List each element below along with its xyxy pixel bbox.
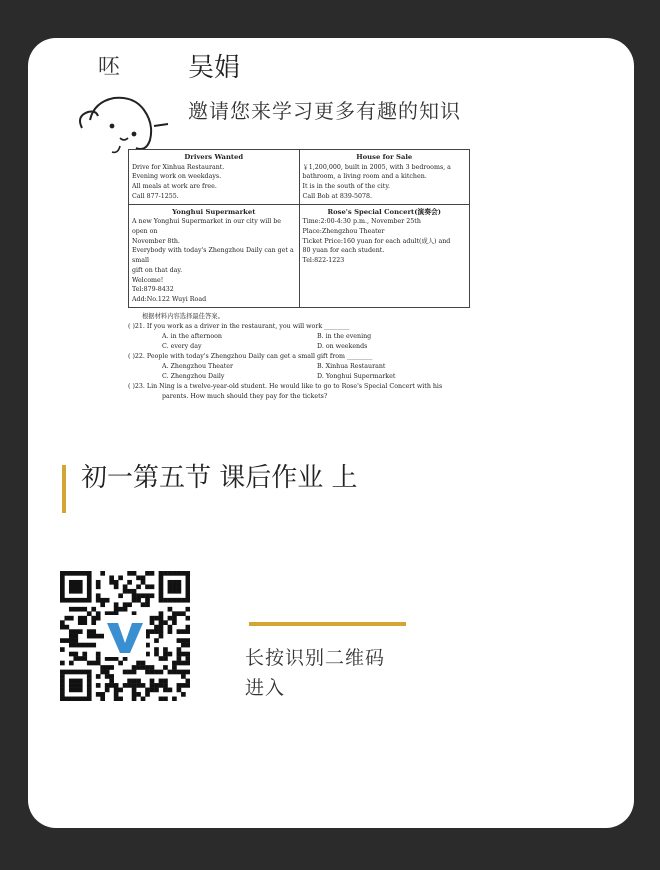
ads-table xyxy=(128,149,470,308)
ad-line: Place:Zhengzhou Theater xyxy=(302,227,385,235)
ad-line: It is in the south of the city. xyxy=(302,183,391,191)
hint-divider xyxy=(249,622,406,626)
avatar-caption: 呸 xyxy=(98,55,121,80)
invite-text: 邀请您来学习更多有趣的知识 xyxy=(188,99,461,123)
option: C. every day xyxy=(162,343,202,350)
ad-line: A new Yonghui Supermarket in our city will be open on xyxy=(132,218,282,235)
qr-hint-line-1: 长按识别二维码 xyxy=(245,647,386,669)
qr-hint xyxy=(245,643,385,703)
option: D. on weekends xyxy=(317,343,368,350)
ad-title: Yonghui Supermarket xyxy=(172,207,256,216)
ad-rose-concert xyxy=(299,204,470,307)
ad-line: Tel:879-8432 xyxy=(132,286,174,294)
question-22: ( )22. People with today's Zhengzhou Daily can get a small gift from ________ xyxy=(128,353,373,361)
lesson-title: 初一第五节 课后作业 上 xyxy=(81,463,358,493)
qr-code-icon[interactable] xyxy=(60,571,190,701)
question-23-cont: parents. How much should they pay for the tickets? xyxy=(162,393,328,401)
ad-line: All meals at work are free. xyxy=(132,183,217,191)
instruction: 根据材料内容选择最佳答案。 xyxy=(142,312,224,320)
option: A. in the afternoon xyxy=(162,332,222,340)
ad-line: 80 yuan for each student. xyxy=(302,247,385,255)
ad-line: Welcome! xyxy=(132,276,164,284)
ad-line: Call Bob at 839-5078. xyxy=(302,192,373,200)
ad-line: Everybody with today's Zhengzhou Daily can get a small xyxy=(132,247,294,265)
options-row xyxy=(128,362,478,372)
ad-line: Drive for Xinhua Restaurant. xyxy=(132,163,225,171)
option: C. Zhengzhou Daily xyxy=(162,373,225,381)
ad-line: Call 877-1255. xyxy=(132,192,179,200)
ad-house-for-sale xyxy=(299,150,470,205)
option: A. Zhengzhou Theater xyxy=(162,363,234,371)
option: D. Yonghui Supermarket xyxy=(317,373,396,381)
option: B. Xinhua Restaurant xyxy=(317,363,386,371)
question-21: ( )21. If you work as a driver in the restaurant, you will work ________ xyxy=(128,322,350,330)
question-23: ( )23. Lin Ning is a twelve-year-old student. He would like to go to Rose's Special Concert with his xyxy=(128,383,443,391)
ad-line: bathroom, a living room and a kitchen. xyxy=(302,173,427,181)
ad-line: ￥1,200,000, built in 2005, with 3 bedrooms, a xyxy=(302,163,451,171)
ad-title: House for Sale xyxy=(356,153,413,161)
ad-line: Tel:822-1223 xyxy=(302,257,345,265)
author-name: 吴娟 xyxy=(188,53,241,83)
qr-hint-line-2: 进入 xyxy=(245,677,286,699)
worksheet-image xyxy=(128,149,478,434)
ad-line: Ticket Price:160 yuan for each adult(成人) and xyxy=(302,237,451,245)
ad-line: Evening work on weekdays. xyxy=(132,173,222,181)
options-row xyxy=(128,342,478,352)
options-row xyxy=(128,372,478,382)
ad-line: Time:2:00-4:30 p.m., November 25th xyxy=(302,218,421,226)
ad-drivers-wanted xyxy=(129,150,300,205)
options-row xyxy=(128,332,478,342)
ad-title: Rose's Special Concert(演奏会) xyxy=(327,207,442,216)
ad-line: November 8th. xyxy=(132,237,180,245)
ad-line: gift on that day. xyxy=(132,266,183,274)
ad-title: Drivers Wanted xyxy=(184,153,244,161)
questions xyxy=(128,312,478,403)
ad-line: Add:No.122 Wuyi Road xyxy=(132,296,207,304)
title-accent-bar xyxy=(62,465,66,513)
option: B. in the evening xyxy=(317,332,372,340)
ad-yonghui-supermarket xyxy=(129,204,300,307)
